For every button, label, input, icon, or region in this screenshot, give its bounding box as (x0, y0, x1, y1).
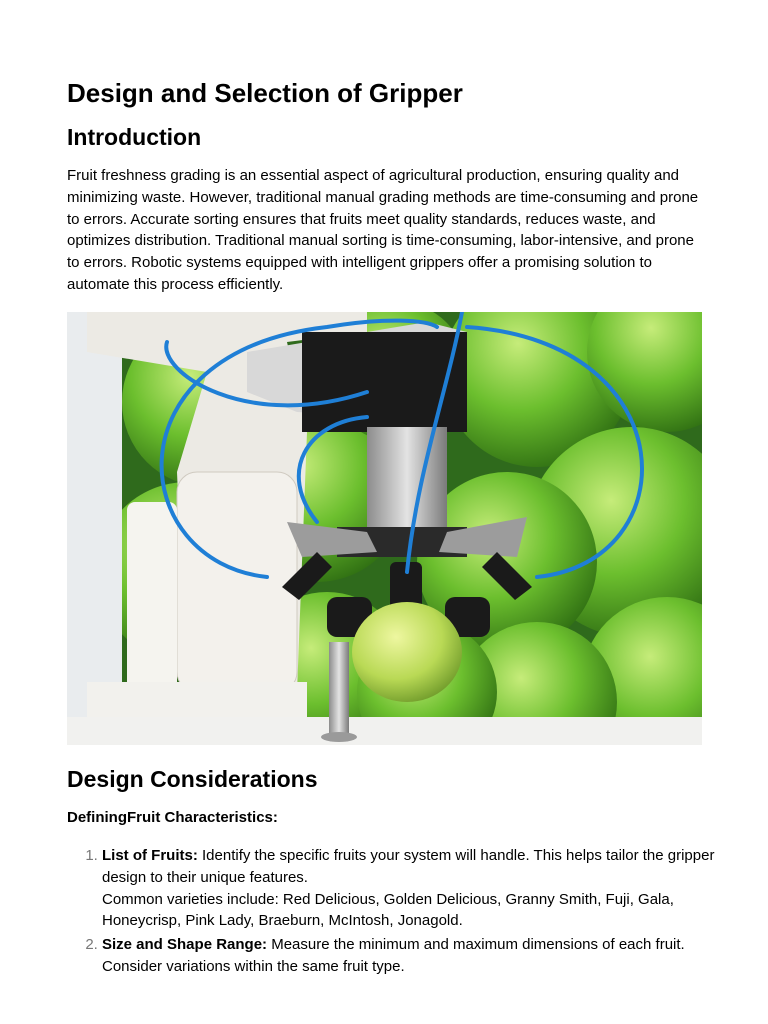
list-item-text: Identify the specific fruits your system will handle. This helps tailor the gripper design to their unique features. (102, 847, 715, 886)
list-item-label: List of Fruits: (102, 847, 198, 864)
introduction-paragraph: Fruit freshness grading is an essential aspect of agricultural production, ensuring quality and minimizing waste. However, traditional manual grading methods are time-consuming and prone to errors. Accurate sorting ensures that fruits meet quality standards, reduces waste, and optimizes distribution. Traditional manual sorting is time-consuming, labor-intensive, and prone to errors. Robotic systems equipped with intelligent grippers offer a promising solution to automate this process efficiently. (67, 167, 699, 293)
gripper-photo (67, 312, 702, 745)
list-item (102, 845, 742, 932)
list-item-label: Size and Shape Range: (102, 936, 268, 954)
introduction-heading: Introduction (67, 124, 202, 150)
fruit-characteristics-list (67, 845, 742, 980)
list-item (102, 934, 742, 978)
list-item-extra: Common varieties include: Red Delicious, Golden Delicious, Granny Smith, Fuji, Gala, Honeycrisp, Pink Lady, Braeburn, McIntosh, Jonagold. (102, 890, 674, 930)
page-title: Design and Selection of Gripper (67, 78, 463, 108)
list-item-text: Measure the minimum and maximum dimensions of each fruit. Consider variations within the same fruit type. (102, 936, 685, 975)
fruit-characteristics-subheading: DefiningFruit Characteristics: (67, 809, 278, 826)
design-considerations-heading: Design Considerations (67, 766, 318, 792)
